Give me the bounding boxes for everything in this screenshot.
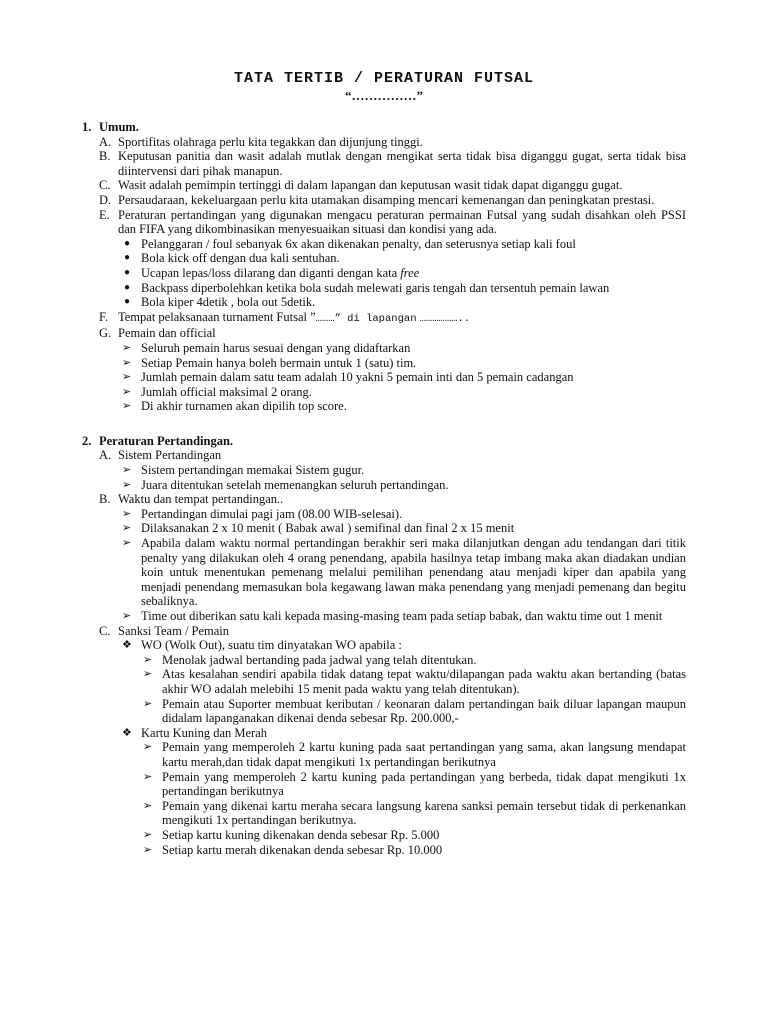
arrow-icon: ➢ [143,770,153,783]
document-title: TATA TERTIB / PERATURAN FUTSAL [233,70,535,87]
item-label: C. [99,178,111,193]
arrow-text: Jumlah official maksimal 2 orang. [141,384,312,399]
item-label: B. [99,492,111,507]
arrow-icon: ➢ [122,400,132,413]
arrow-text: Setiap kartu merah dikenakan denda sebesar Rp. 10.000 [162,842,443,857]
bullet-text: Pelanggaran / foul sebanyak 6x akan dikenakan penalty, dan seterusnya setiap kali foul [141,236,576,251]
arrow-text: Time out diberikan satu kali kepada masing-masing team pada setiap babak, dan waktu time out 1 menit [141,609,663,623]
section-number: 2. [82,433,92,448]
arrow-item [140,667,686,696]
bullet-icon: ● [124,296,131,308]
arrow-icon: ➢ [143,799,153,812]
arrow-icon: ➢ [143,843,153,856]
arrow-text: Juara ditentukan setelah memenangkan seluruh pertandingan. [141,477,449,492]
arrow-text: Sistem pertandingan memakai Sistem gugur. [141,463,365,478]
arrow-item [140,697,686,726]
list-item [99,492,686,623]
item-text: Pemain dan official [118,326,216,341]
arrow-text: Di akhir turnamen akan dipilih top score. [141,399,347,414]
item-label: F. [99,309,109,324]
arrow-text: Setiap Pemain hanya boleh bermain untuk 1 (satu) tim. [141,355,417,370]
item-text: Wasit adalah pemimpin tertinggi di dalam lapangan dan keputusan wasit tidak dapat diganggu gugat. [118,178,623,193]
section-heading: Peraturan Pertandingan. [99,433,234,448]
item-label: E. [99,207,110,222]
item-label: B. [99,149,111,164]
diamond-item [118,638,686,653]
arrow-item [118,463,686,478]
bullet-text: Bola kiper 4detik , bola out 5detik. [141,295,316,310]
bullet-item [118,237,686,252]
item-text: Keputusan panitia dan wasit adalah mutlak dengan mengikat serta tidak bisa diganggu gugat, serta tidak bisa diintervensi dari pihak manapun. [118,149,686,178]
arrow-item [118,356,686,371]
bullet-text: Backpass diperbolehkan ketika bola sudah melewati garis tengah dan tersentuh pemain lawan [141,280,610,295]
list-item [99,448,686,492]
arrow-icon: ➢ [122,385,132,398]
arrow-icon: ➢ [143,697,153,710]
diamond-text: Kartu Kuning dan Merah [141,725,268,740]
arrow-item [140,653,686,668]
list-item [99,149,686,178]
arrow-icon: ➢ [122,522,132,535]
arrow-icon: ➢ [122,356,132,369]
italic-word: free [400,265,420,280]
arrow-icon: ➢ [122,464,132,477]
arrow-text: Pemain yang memperoleh 2 kartu kuning pada pertandingan yang berbeda, tidak dapat mengikuti 1x pertandingan berikutnya [162,769,686,799]
item-text: Tempat pelaksanaan turnament Futsal ” [118,309,316,324]
bullet-icon: ● [124,281,131,293]
arrow-item [118,341,686,356]
arrow-item [118,370,686,385]
diamond-icon: ❖ [122,726,132,739]
arrow-icon: ➢ [143,741,153,754]
arrow-icon: ➢ [143,828,153,841]
item-label: A. [99,134,112,149]
list-item [99,624,686,858]
bullet-item [118,266,686,281]
section-umum [82,120,686,414]
arrow-item [140,740,686,769]
arrow-item [118,609,686,624]
arrow-item [118,507,686,522]
arrow-text: Seluruh pemain harus sesuai dengan yang didaftarkan [141,340,411,355]
arrow-item [118,478,686,493]
diamond-item [118,726,686,741]
item-text: Persaudaraan, kekeluargaan perlu kita utamakan disamping mencari kemenangan dan peningkatan prestasi. [118,192,655,207]
item-text: Sistem Pertandingan [118,448,222,463]
item-text: Peraturan pertandingan yang digunakan mengacu peraturan permainan Futsal yang sudah disahkan oleh PSSI dan FIFA yang dikombinasikan menyesuaikan situasi dan kondisi yang ada. [118,207,686,237]
section-heading: Umum. [99,120,139,134]
arrow-item [118,399,686,414]
arrow-icon: ➢ [122,610,132,622]
bullet-icon: ● [124,266,131,278]
arrow-item [140,828,686,843]
diamond-text: WO (Wolk Out), suatu tim dinyatakan WO apabila : [141,638,402,653]
list-item [99,310,686,327]
arrow-item [118,536,686,609]
arrow-icon: ➢ [122,507,132,520]
bullet-text: Ucapan lepas/loss dilarang dan diganti dengan kata [141,265,398,280]
arrow-text: Menolak jadwal bertanding pada jadwal yang telah ditentukan. [162,652,477,667]
arrow-item [140,843,686,858]
arrow-icon: ➢ [122,478,132,491]
list-item [99,208,686,310]
arrow-text: Dilaksanakan 2 x 10 menit ( Babak awal ) semifinal dan final 2 x 15 menit [141,521,515,536]
blank-dots: ……………….. [419,312,471,325]
diamond-icon: ❖ [122,639,132,652]
section-peraturan-pertandingan [82,434,686,857]
arrow-item [118,521,686,536]
bullet-item [118,251,686,266]
item-text: Sportifitas olahraga perlu kita tegakkan dan dijunjung tinggi. [118,134,423,149]
arrow-icon: ➢ [122,341,132,354]
arrow-text: Setiap kartu kuning dikenakan denda sebesar Rp. 5.000 [162,827,440,842]
arrow-icon: ➢ [143,653,153,666]
item-text: ” di lapangan [334,312,417,325]
arrow-text: Pertandingan dimulai pagi jam (08.00 WIB-selesai). [141,506,403,521]
arrow-item [118,385,686,400]
item-label: A. [99,448,112,463]
list-item [99,193,686,208]
list-item [99,135,686,150]
arrow-icon: ➢ [143,668,153,681]
document-subtitle: “……………” [345,88,423,103]
arrow-icon: ➢ [122,371,132,384]
section-number: 1. [82,120,92,134]
item-label: D. [99,192,112,207]
bullet-item [118,295,686,310]
item-text: Waktu dan tempat pertandingan.. [118,492,284,507]
arrow-icon: ➢ [122,537,132,550]
list-item [99,326,686,414]
bullet-text: Bola kick off dengan dua kali sentuhan. [141,251,340,266]
arrow-text: Pemain yang memperoleh 2 kartu kuning pada saat pertandingan yang sama, akan langsung mendapat kartu merah,dan tidak dapat mengikuti 1x pertandingan berikutnya [162,740,686,769]
bullet-icon: ● [124,252,131,264]
arrow-text: Jumlah pemain dalam satu team adalah 10 yakni 5 pemain inti dan 5 pemain cadangan [141,370,574,385]
blank-dots: ……… [315,312,335,325]
item-label: C. [99,623,111,638]
arrow-text: Pemain yang dikenai kartu meraha secara langsung karena sanksi pemain tersebut tidak di perkenankan mengikuti 1x pertandingan berikutnya. [162,798,686,828]
bullet-icon: ● [124,237,131,249]
bullet-item [118,281,686,296]
list-item [99,178,686,193]
item-text: Sanksi Team / Pemain [118,623,230,638]
arrow-text: Pemain atau Suporter membuat keributan / keonaran dalam pertandingan baik diluar lapangan maupun didalam lapanganakan dikenai denda sebesar Rp. 200.000,- [162,696,686,726]
arrow-text: Apabila dalam waktu normal pertandingan berakhir seri maka dilanjutkan dengan adu tendangan dari titik penalty yang dilakukan oleh 4 orang penendang, apabila hasilnya tetap imbang maka akan diadakan undian koin untuk menentukan pemenang melalui pemilihan penendang atau menjadi kiper dan apabila yang menjadi penendang memasukan bola kegawang lawan maka penendang yang menjadi pemenang dan begitu sebaliknya. [141,536,686,609]
arrow-text: Atas kesalahan sendiri apabila tidak datang tepat waktu/dilapangan pada waktu akan bertanding (batas akhir WO adalah melebihi 15 menit pada waktu yang telah ditentukan). [162,667,686,696]
arrow-item [140,770,686,799]
item-label: G. [99,326,112,341]
arrow-item [140,799,686,828]
